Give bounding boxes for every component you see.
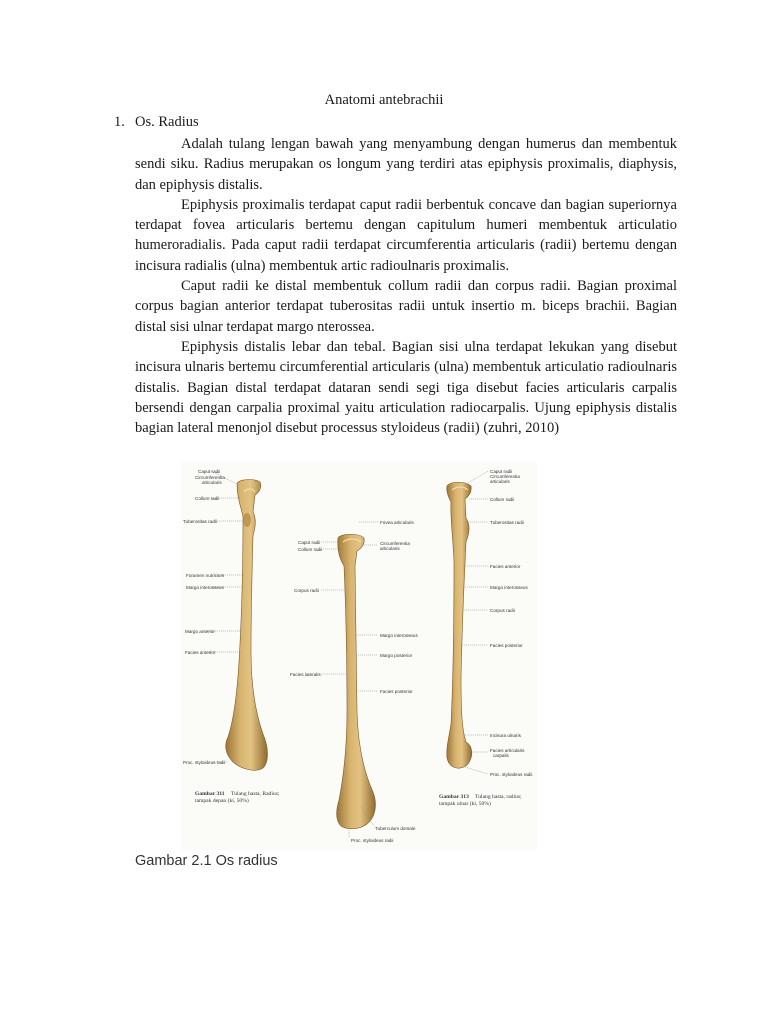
label-tuberculum-dorsale: Tuberculum dorsale [375, 826, 416, 831]
label-carpalis: carpalis [493, 753, 509, 758]
radius-bone-posterior [337, 534, 376, 829]
radius-illustration [181, 462, 537, 850]
label-caput-radii-mid: Caput radii [298, 540, 321, 545]
paragraph: Epiphysis proximalis terdapat caput radii berbentuk concave dan bagian superiornya terdapat fovea articularis bertemu dengan capitulum humeri membentuk articulatio humeroradialis. Pada caput radii terdapat circumferentia articularis (radii) bertemu dengan incisura radialis (ulna) membentuk artic radioulnaris proximalis. [135, 196, 677, 274]
body-text [135, 134, 677, 438]
radius-bone-anterior [226, 480, 268, 771]
radius-figure [181, 462, 537, 850]
label-facies-articularis-carpalis: Facies articularis [490, 748, 525, 753]
label-margo-interosseus-right: Margo interosseus [490, 585, 528, 590]
figure-caption: Gambar 2.1 Os radius [135, 853, 278, 869]
label-caput-radii: Caput radii [198, 469, 221, 474]
label-facies-anterior: Facies anterior [185, 650, 216, 655]
paragraph: Adalah tulang lengan bawah yang menyambung dengan humerus dan membentuk sendi siku. Radius merupakan os longum yang terdiri atas epiphysis proximalis, diaphysis, dan epiphysis distalis. [135, 136, 677, 193]
label-articularis: articularis [202, 480, 222, 485]
label-collum-radii-mid: Collum radii [298, 547, 323, 552]
label-collum-radii-right: Collum radii [490, 497, 515, 502]
label-proc-styloideus: Proc. styloideus radii [183, 760, 226, 765]
label-facies-posterior-right: Facies posterior [490, 643, 523, 648]
paragraph: Caput radii ke distal membentuk collum radii dan corpus radii. Bagian proximal corpus bagian anterior terdapat tuberositas radii untuk insertio m. biceps brachii. Bagian distal sisi ulnar terdapat margo nterossea. [135, 278, 677, 335]
label-facies-posterior-mid: Facies posterior [380, 689, 413, 694]
paragraph: Epiphysis distalis lebar dan tebal. Bagian sisi ulna terdapat lekukan yang disebut incisura ulnaris bertemu circumferential articularis (ulna) membentuk articulatio radioulnaris distalis. Bagian distal terdapat dataran sendi segi tiga disebut facies articularis carpalis bersendi dengan carpalia proximal yaitu articulation radiocarpalis. Ujung epiphysis distalis bagian lateral menonjol disebut processus styloideus (radii) (zuhri, 2010) [135, 338, 677, 437]
label-circumferentia-mid: Circumferentia [380, 541, 410, 546]
label-margo-anterior: Margo anterior [185, 629, 215, 634]
figure-caption-left-number: Gambar 311 [195, 791, 225, 797]
label-corpus-radii-mid: Corpus radii [294, 588, 319, 593]
radius-bone-ulnar [447, 482, 472, 768]
label-fovea-articularis: Fovea articularis [380, 520, 414, 525]
label-incisura-ulnaris: Incisura ulnaris [490, 733, 521, 738]
figure-caption-right-text2: tampak ulnar (ki, 50%) [439, 801, 491, 807]
list-number: 1. [114, 114, 125, 130]
figure-caption-left-text: Tulang hasta, Radius; [231, 791, 280, 797]
section-heading: Os. Radius [135, 114, 199, 130]
label-caput-radii-right: Caput radii [490, 469, 513, 474]
label-articularis-mid: articularis [380, 546, 400, 551]
label-corpus-radii-right: Corpus radii [490, 608, 515, 613]
figure-caption-right-number: Gambar 313 [439, 794, 469, 800]
figure-caption-right-text: Tulang hasta, radius; [475, 794, 522, 800]
label-tuberositas-radii: Tuberositas radii [183, 519, 217, 524]
label-margo-interosseus-mid: Margo interosseus [380, 633, 418, 638]
label-circumferentia-right: Circumferentia [490, 474, 520, 479]
label-collum-radii: Collum radii [195, 496, 220, 501]
label-proc-styloideus-right: Proc. styloideus radii [490, 772, 533, 777]
document-title: Anatomi antebrachii [324, 92, 444, 108]
label-facies-lateralis: Facies lateralis [290, 672, 321, 677]
label-articularis-right: articularis [490, 479, 510, 484]
label-margo-interosseus: Margo interosseus [186, 585, 224, 590]
label-margo-posterior: Margo posterior [380, 653, 413, 658]
label-circumferentia: Circumferentia [195, 475, 225, 480]
label-facies-anterior-right: Facies anterior [490, 564, 521, 569]
label-proc-styloideus-mid: Proc. styloideus radii [351, 838, 394, 843]
label-tuberositas-radii-right: Tuberositas radii [490, 520, 524, 525]
figure-caption-left-text2: tampak depan (ki, 50%) [195, 798, 249, 804]
label-foramen-nutricium: Foramen nutricium [186, 573, 225, 578]
